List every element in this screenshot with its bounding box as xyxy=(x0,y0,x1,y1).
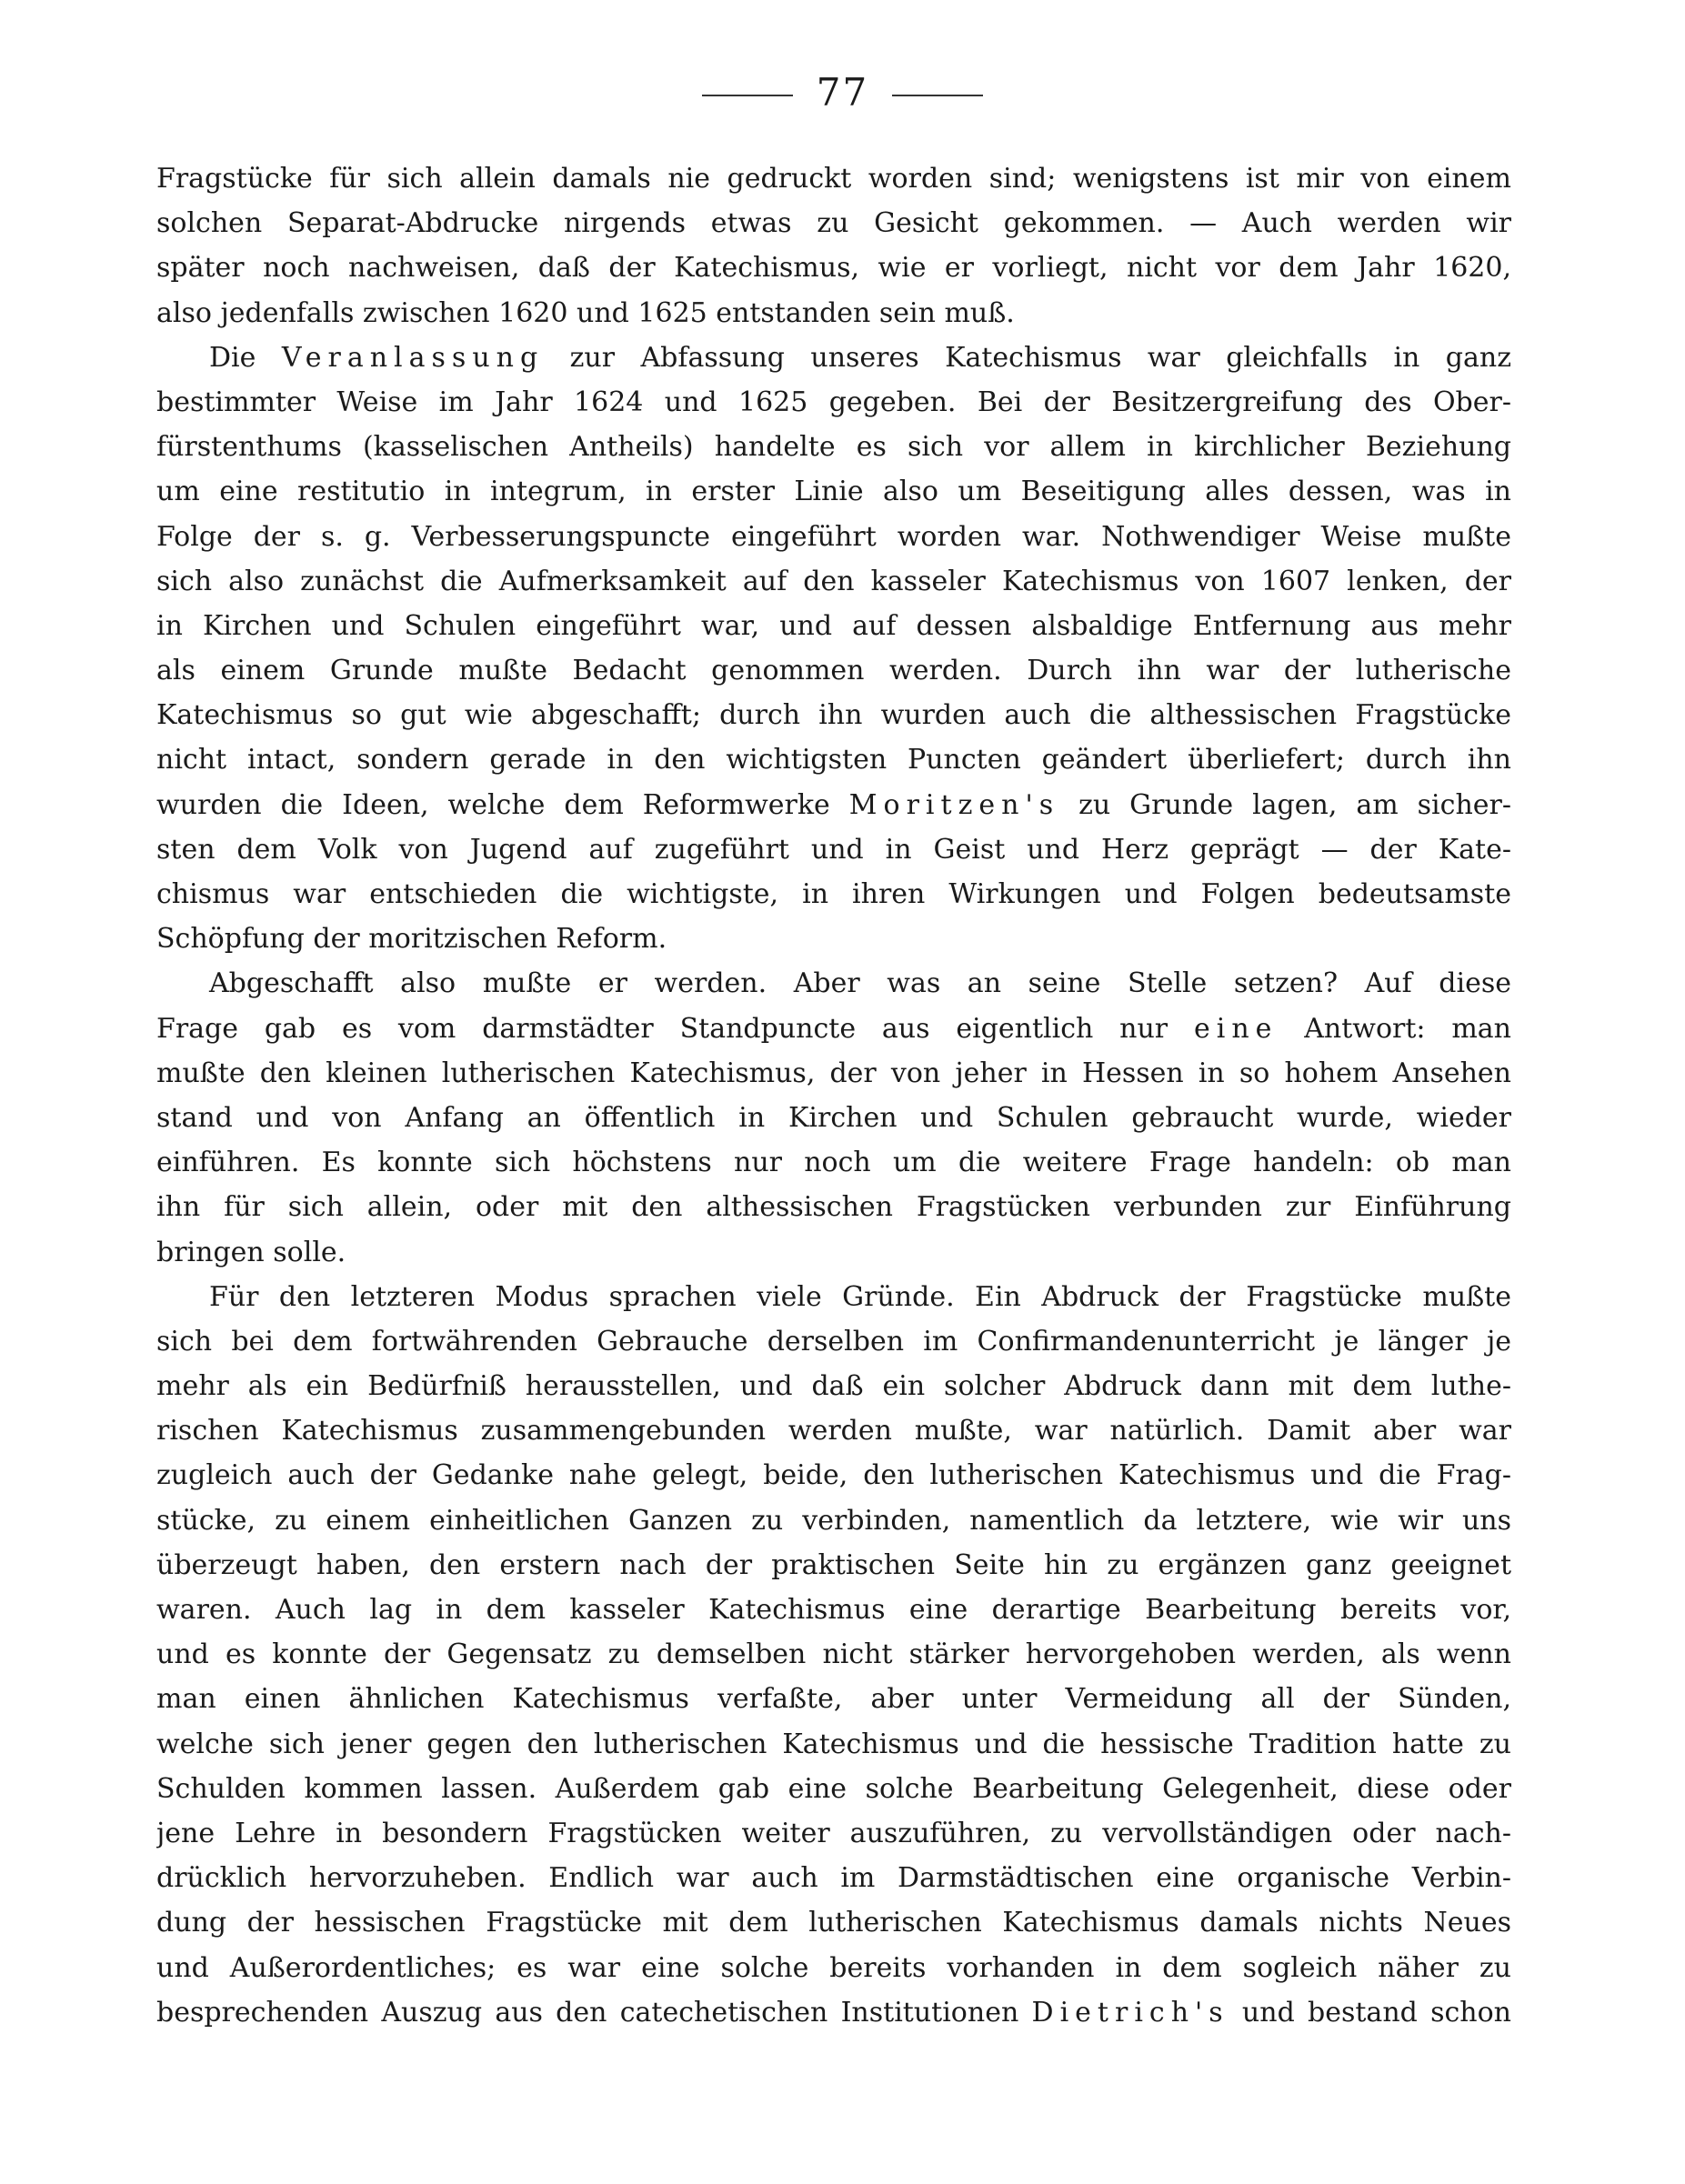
line-text: chismus war entschieden die wichtigste, in ihren Wirkungen und Folgen bedeutsamste xyxy=(156,878,1511,910)
text-line xyxy=(156,1453,1511,1498)
line-text: Folge der s. g. Verbesserungspuncte eingeführt worden war. Nothwendiger Weise mußte xyxy=(156,520,1511,553)
line-text: um eine restitutio in integrum, in erster Linie also um Beseitigung alles dessen, was in xyxy=(156,476,1511,508)
line-text: dung der hessischen Fragstücke mit dem lutherischen Katechismus damals nichts Neues xyxy=(156,1907,1511,1939)
line-text: einführen. Es konnte sich höchstens nur noch um die weitere Frage handeln: ob man xyxy=(156,1147,1511,1179)
line-text: und Außerordentliches; es war eine solche bereits vorhanden in dem sogleich näher zu xyxy=(156,1951,1511,1984)
text-line xyxy=(156,1677,1511,1721)
text-line xyxy=(156,1900,1511,1945)
text-line xyxy=(156,425,1511,469)
text-line xyxy=(156,1811,1511,1856)
spaced-emphasis: Dietrich's xyxy=(1031,1996,1229,2029)
text-line xyxy=(156,336,1511,380)
line-text: Antwort: man xyxy=(1278,1012,1511,1045)
spaced-emphasis: Moritzen's xyxy=(848,788,1060,821)
line-text: zugleich auch der Gedanke nahe gelegt, beide, den lutherischen Katechismus und die Frag- xyxy=(156,1459,1511,1492)
text-line xyxy=(156,1946,1511,1990)
line-text: solchen Separat-Abdrucke nirgends etwas zu Gesicht gekommen. — Auch werden wir xyxy=(156,207,1511,240)
line-text: zur Abfassung unseres Katechismus war gleichfalls in ganz xyxy=(544,341,1511,374)
line-text: ihn für sich allein, oder mit den althessischen Fragstücken verbunden zur Einführung xyxy=(156,1191,1511,1224)
line-text: in Kirchen und Schulen eingeführt war, und auf dessen alsbaldige Entfernung aus mehr xyxy=(156,609,1511,642)
line-text: mußte den kleinen lutherischen Katechismus, der von jeher in Hessen in so hohem Ansehen xyxy=(156,1057,1511,1089)
header-rule-right xyxy=(892,95,983,96)
line-text: und bestand schon xyxy=(1229,1996,1511,2029)
line-text: besprechenden Auszug aus den catechetischen Institutionen xyxy=(156,1996,1032,2029)
text-line xyxy=(156,469,1511,514)
line-text: Die xyxy=(209,341,282,374)
line-text: sich bei dem fortwährenden Gebrauche derselben im Confirmandenunterricht je länger je xyxy=(156,1325,1511,1357)
text-line xyxy=(156,648,1511,693)
line-text: Schöpfung der moritzischen Reform. xyxy=(156,923,667,956)
line-text: stücke, zu einem einheitlichen Ganzen zu verbinden, namentlich da letztere, wie wir uns xyxy=(156,1504,1511,1537)
line-text: drücklich hervorzuheben. Endlich war auch im Darmstädtischen eine organische Verbin- xyxy=(156,1862,1511,1895)
text-line xyxy=(156,1856,1511,1900)
line-text: Katechismus so gut wie abgeschafft; durch ihn wurden auch die althessischen Fragstücke xyxy=(156,699,1511,732)
text-line xyxy=(156,1051,1511,1096)
text-line xyxy=(156,1990,1511,2035)
body-text xyxy=(156,156,1511,2035)
text-line xyxy=(156,1275,1511,1319)
text-line xyxy=(156,1588,1511,1632)
text-line xyxy=(156,1543,1511,1588)
text-line xyxy=(156,380,1511,425)
text-line xyxy=(156,245,1511,290)
line-text: und es konnte der Gegensatz zu demselben nicht stärker hervorgehoben werden, als wenn xyxy=(156,1638,1511,1671)
line-text: Schulden kommen lassen. Außerdem gab eine solche Bearbeitung Gelegenheit, diese oder xyxy=(156,1772,1511,1805)
text-line xyxy=(156,872,1511,917)
text-line xyxy=(156,737,1511,782)
line-text: rischen Katechismus zusammengebunden werden mußte, war natürlich. Damit aber war xyxy=(156,1415,1511,1448)
line-text: als einem Grunde mußte Bedacht genommen werden. Durch ihn war der lutherische xyxy=(156,655,1511,687)
spaced-emphasis: eine xyxy=(1193,1012,1279,1045)
text-line xyxy=(156,1185,1511,1229)
spaced-emphasis: Veranlassung xyxy=(281,341,545,374)
text-line xyxy=(156,693,1511,737)
line-text: welche sich jener gegen den lutherischen Katechismus und die hessische Tradition hatte zu xyxy=(156,1728,1511,1760)
line-text: sich also zunächst die Aufmerksamkeit auf den kasseler Katechismus von 1607 lenken, der xyxy=(156,565,1511,597)
text-line xyxy=(156,1767,1511,1811)
text-line xyxy=(156,1007,1511,1051)
text-line xyxy=(156,1408,1511,1453)
line-text: bringen solle. xyxy=(156,1236,346,1268)
line-text: stand und von Anfang an öffentlich in Kirchen und Schulen gebraucht wurde, wieder xyxy=(156,1101,1511,1134)
line-text: Fragstücke für sich allein damals nie gedruckt worden sind; wenigstens ist mir von einem xyxy=(156,163,1511,195)
line-text: also jedenfalls zwischen 1620 und 1625 entstanden sein muß. xyxy=(156,296,1015,329)
line-text: nicht intact, sondern gerade in den wichtigsten Puncten geändert überliefert; durch ihn xyxy=(156,744,1511,776)
text-line xyxy=(156,1319,1511,1364)
text-line xyxy=(156,1096,1511,1140)
line-text: jene Lehre in besondern Fragstücken weiter auszuführen, zu vervollständigen oder nach- xyxy=(156,1817,1511,1849)
text-line xyxy=(156,291,1511,336)
text-line xyxy=(156,1364,1511,1408)
text-line xyxy=(156,783,1511,827)
text-line xyxy=(156,156,1511,201)
line-text: Frage gab es vom darmstädter Standpuncte aus eigentlich nur xyxy=(156,1012,1194,1045)
text-line xyxy=(156,604,1511,648)
line-text: waren. Auch lag in dem kasseler Katechismus eine derartige Bearbeitung bereits vor, xyxy=(156,1594,1511,1626)
text-line xyxy=(156,1140,1511,1185)
line-text: wurden die Ideen, welche dem Reformwerke xyxy=(156,788,849,821)
text-line xyxy=(156,1498,1511,1543)
text-line xyxy=(156,1632,1511,1677)
page-number: 77 xyxy=(816,70,869,115)
text-line xyxy=(156,917,1511,961)
line-text: mehr als ein Bedürfniß herausstellen, und daß ein solcher Abdruck dann mit dem luthe- xyxy=(156,1370,1511,1403)
text-line xyxy=(156,201,1511,245)
line-text: fürstenthums (kasselischen Antheils) handelte es sich vor allem in kirchlicher Beziehung xyxy=(156,431,1511,464)
line-text: zu Grunde lagen, am sicher- xyxy=(1059,788,1511,821)
line-text: Abgeschafft also mußte er werden. Aber was an seine Stelle setzen? Auf diese xyxy=(209,967,1511,1000)
text-line xyxy=(156,827,1511,872)
line-text: man einen ähnlichen Katechismus verfaßte, aber unter Vermeidung all der Sünden, xyxy=(156,1683,1511,1716)
text-line xyxy=(156,1722,1511,1767)
line-text: später noch nachweisen, daß der Katechismus, wie er vorliegt, nicht vor dem Jahr 1620, xyxy=(156,252,1511,285)
text-line xyxy=(156,961,1511,1006)
line-text: überzeugt haben, den erstern nach der praktischen Seite hin zu ergänzen ganz geeignet xyxy=(156,1548,1511,1581)
text-line xyxy=(156,515,1511,559)
line-text: sten dem Volk von Jugend auf zugeführt und in Geist und Herz geprägt — der Kate- xyxy=(156,833,1511,866)
page-header xyxy=(0,65,1685,120)
header-rule-left xyxy=(702,95,793,96)
line-text: bestimmter Weise im Jahr 1624 und 1625 gegeben. Bei der Besitzergreifung des Ober- xyxy=(156,386,1511,418)
text-line xyxy=(156,1230,1511,1275)
text-line xyxy=(156,559,1511,604)
line-text: Für den letzteren Modus sprachen viele Gründe. Ein Abdruck der Fragstücke mußte xyxy=(209,1280,1511,1313)
